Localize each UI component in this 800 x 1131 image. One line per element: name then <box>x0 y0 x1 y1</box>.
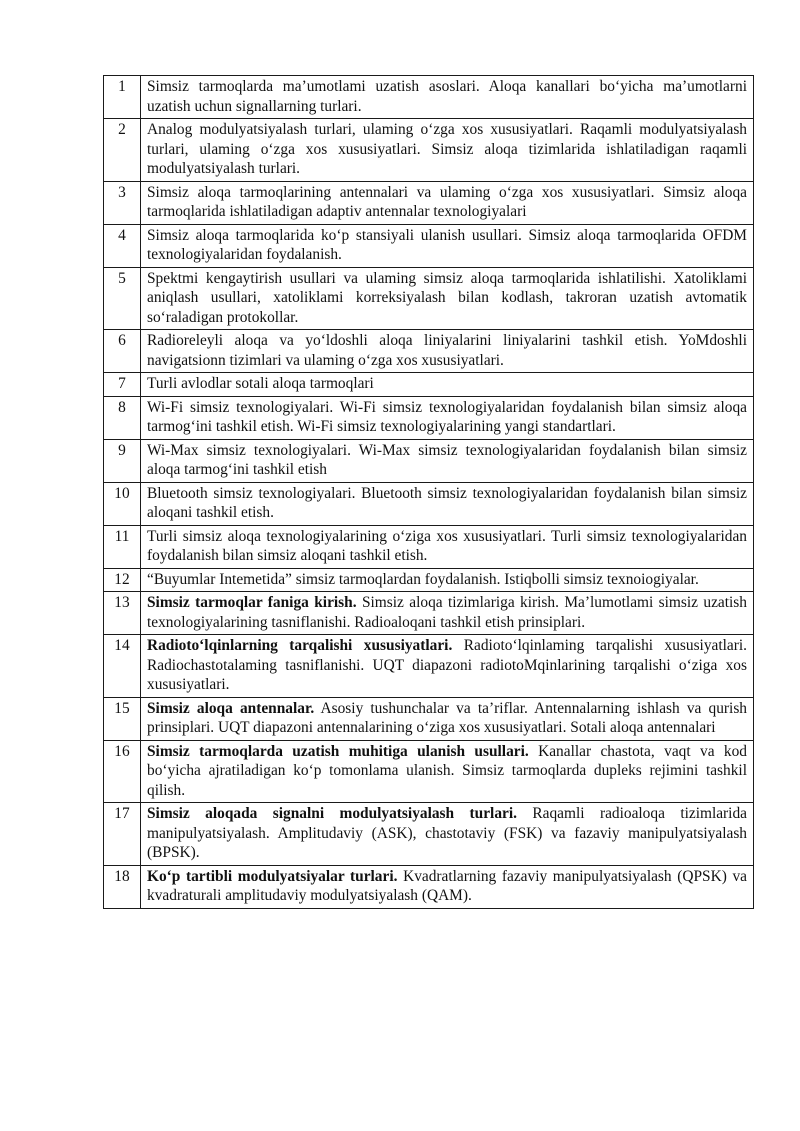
topic-cell <box>141 267 754 330</box>
row-number: 6 <box>104 330 141 373</box>
topic-cell <box>141 592 754 635</box>
table-row <box>104 267 754 330</box>
topic-description: Analog modulyatsiyalash turlari, ulaming o‘zga xos xususiyatlari. Raqamli modulyatsiyalash turlari, ulaming o‘zga xos xususiyatlari. Simsiz aloqa tizimlarida ishlatiladigan raqamli modulyatsiyalash turlari. <box>147 121 747 177</box>
topic-description: Radioreleyli aloqa va yo‘ldoshli aloqa liniyalarini liniyalarini tashkil etish. YoMdoshli navigatsionn tizimlari va ulaming o‘zga xos xususiyatlari. <box>147 332 747 369</box>
row-number: 11 <box>104 525 141 568</box>
topic-cell <box>141 482 754 525</box>
table-row <box>104 592 754 635</box>
row-number: 1 <box>104 76 141 119</box>
row-number: 10 <box>104 482 141 525</box>
table-row <box>104 439 754 482</box>
topic-description: Kvadratlarning fazaviy manipulyatsiyalash (QPSK) va kvadraturali amplitudaviy modulyatsiyalash (QAM). <box>147 867 747 904</box>
row-number: 3 <box>104 181 141 224</box>
table-row <box>104 568 754 592</box>
row-number: 9 <box>104 439 141 482</box>
table-row <box>104 525 754 568</box>
table-row <box>104 697 754 740</box>
topic-description: Turli avlodlar sotali aloqa tarmoqlari <box>147 375 374 392</box>
topic-heading: Simsiz tarmoqlarda uzatish muhitiga ulanish usullari. <box>147 742 529 760</box>
topic-cell <box>141 373 754 397</box>
topic-heading: Ko‘p tartibli modulyatsiyalar turlari. <box>147 867 398 885</box>
table-row <box>104 224 754 267</box>
topic-cell <box>141 525 754 568</box>
row-number: 8 <box>104 396 141 439</box>
row-number: 4 <box>104 224 141 267</box>
row-number: 15 <box>104 697 141 740</box>
topic-cell <box>141 330 754 373</box>
table-row <box>104 740 754 803</box>
topic-cell <box>141 396 754 439</box>
topic-description: Spektmi kengaytirish usullari va ulaming simsiz aloqa tarmoqlarida ishlatilishi. Xatoliklami aniqlash usullari, xatoliklami korreksiyalash bilan kodlash, takroran uzatish avtomatik so‘raladigan protokollar. <box>147 269 747 326</box>
row-number: 17 <box>104 803 141 866</box>
row-number: 5 <box>104 267 141 330</box>
topic-cell <box>141 181 754 224</box>
topic-cell <box>141 224 754 267</box>
topic-cell <box>141 697 754 740</box>
topics-table <box>103 75 754 909</box>
topic-description: Turli simsiz aloqa texnologiyalarining o‘ziga xos xususiyatlari. Turli simsiz texnologiyalaridan foydalanish bilan simsiz aloqani tashkil etish. <box>147 527 747 564</box>
topic-cell <box>141 76 754 119</box>
topic-heading: Radioto‘lqinlarning tarqalishi xususiyatlari. <box>147 637 453 654</box>
table-row <box>104 373 754 397</box>
topic-description: Radioto‘lqinlaming tarqalishi xususiyatlari. Radiochastotalaming tasniflanishi. UQT diapazoni radiotoMqinlarining tarqalishi o‘ziga xos xususiyatlari. <box>147 637 747 693</box>
row-number: 16 <box>104 740 141 803</box>
topic-cell <box>141 865 754 908</box>
row-number: 14 <box>104 635 141 698</box>
topic-description: Wi-Max simsiz texnologiyalari. Wi-Max simsiz texnologiyalaridan foydalanish bilan simsiz aloqa tarmog‘ini tashkil etish <box>147 441 747 478</box>
table-row <box>104 865 754 908</box>
row-number: 7 <box>104 373 141 397</box>
topic-description: Raqamli radioaloqa tizimlarida manipulyatsiyalash. Amplitudaviy (ASK), chastotaviy (FSK) va fazaviy manipulyatsiyalash (BPSK). <box>147 805 747 861</box>
row-number: 13 <box>104 592 141 635</box>
table-row <box>104 181 754 224</box>
topic-cell <box>141 740 754 803</box>
table-row <box>104 396 754 439</box>
table-row <box>104 635 754 698</box>
topic-heading: Simsiz aloqada signalni modulyatsiyalash turlari. <box>147 805 517 822</box>
table-row <box>104 803 754 866</box>
table-row <box>104 330 754 373</box>
topic-cell <box>141 635 754 698</box>
topic-cell <box>141 119 754 182</box>
topic-description: Bluetooth simsiz texnologiyalari. Bluetooth simsiz texnologiyalaridan foydalanish bilan simsiz aloqani tashkil etish. <box>147 484 747 521</box>
topics-table-body <box>104 76 754 909</box>
topic-description: Simsiz aloqa tarmoqlarining antennalari va ulaming o‘zga xos xususiyatlari. Simsiz aloqa tarmoqlarida ishlatiladigan adaptiv antennalar texnologiyalari <box>147 183 747 220</box>
topic-description: Kanallar chastota, vaqt va kod bo‘yicha ajratiladigan ko‘p tomonlama ulanish. Simsiz tarmoqlarda dupleks rejimini tashkil qilish. <box>147 742 747 799</box>
topic-description: Asosiy tushunchalar va ta’riflar. Antennalarning ishlash va qurish prinsiplari. UQT diapazoni antennalarining o‘ziga xos xususiyatlari. Sotali aloqa antennalari <box>147 699 748 736</box>
row-number: 18 <box>104 865 141 908</box>
topic-description: Simsiz aloqa tarmoqlarida ko‘p stansiyali ulanish usullari. Simsiz aloqa tarmoqlarida OFDM texnologiyalaridan foydalanish. <box>147 226 747 263</box>
topic-description: Simsiz tarmoqlarda ma’umotlami uzatish asoslari. Aloqa kanallari bo‘yicha ma’umotlarni uzatish uchun signallarning turlari. <box>147 78 747 115</box>
topic-cell <box>141 803 754 866</box>
topic-description: Wi-Fi simsiz texnologiyalari. Wi-Fi simsiz texnologiyalaridan foydalanish bilan simsiz aloqa tarmog‘ini tashkil etish. Wi-Fi simsiz texnologiyalarining yangi standartlari. <box>147 398 747 435</box>
topic-description: Simsiz aloqa tizimlariga kirish. Ma’lumotlami simsiz uzatish texnologiyalarining tasniflanishi. Radioaloqani tashkil etish prinsiplari. <box>147 594 747 631</box>
table-row <box>104 482 754 525</box>
topic-heading: Simsiz aloqa antennalar. <box>147 699 315 717</box>
topic-cell <box>141 568 754 592</box>
topic-description: “Buyumlar Intemetida” simsiz tarmoqlardan foydalanish. Istiqbolli simsiz texnoiogiyalar. <box>147 570 699 588</box>
topic-heading: Simsiz tarmoqlar faniga kirish. <box>147 594 357 611</box>
row-number: 12 <box>104 568 141 592</box>
row-number: 2 <box>104 119 141 182</box>
topic-cell <box>141 439 754 482</box>
table-row <box>104 119 754 182</box>
table-row <box>104 76 754 119</box>
